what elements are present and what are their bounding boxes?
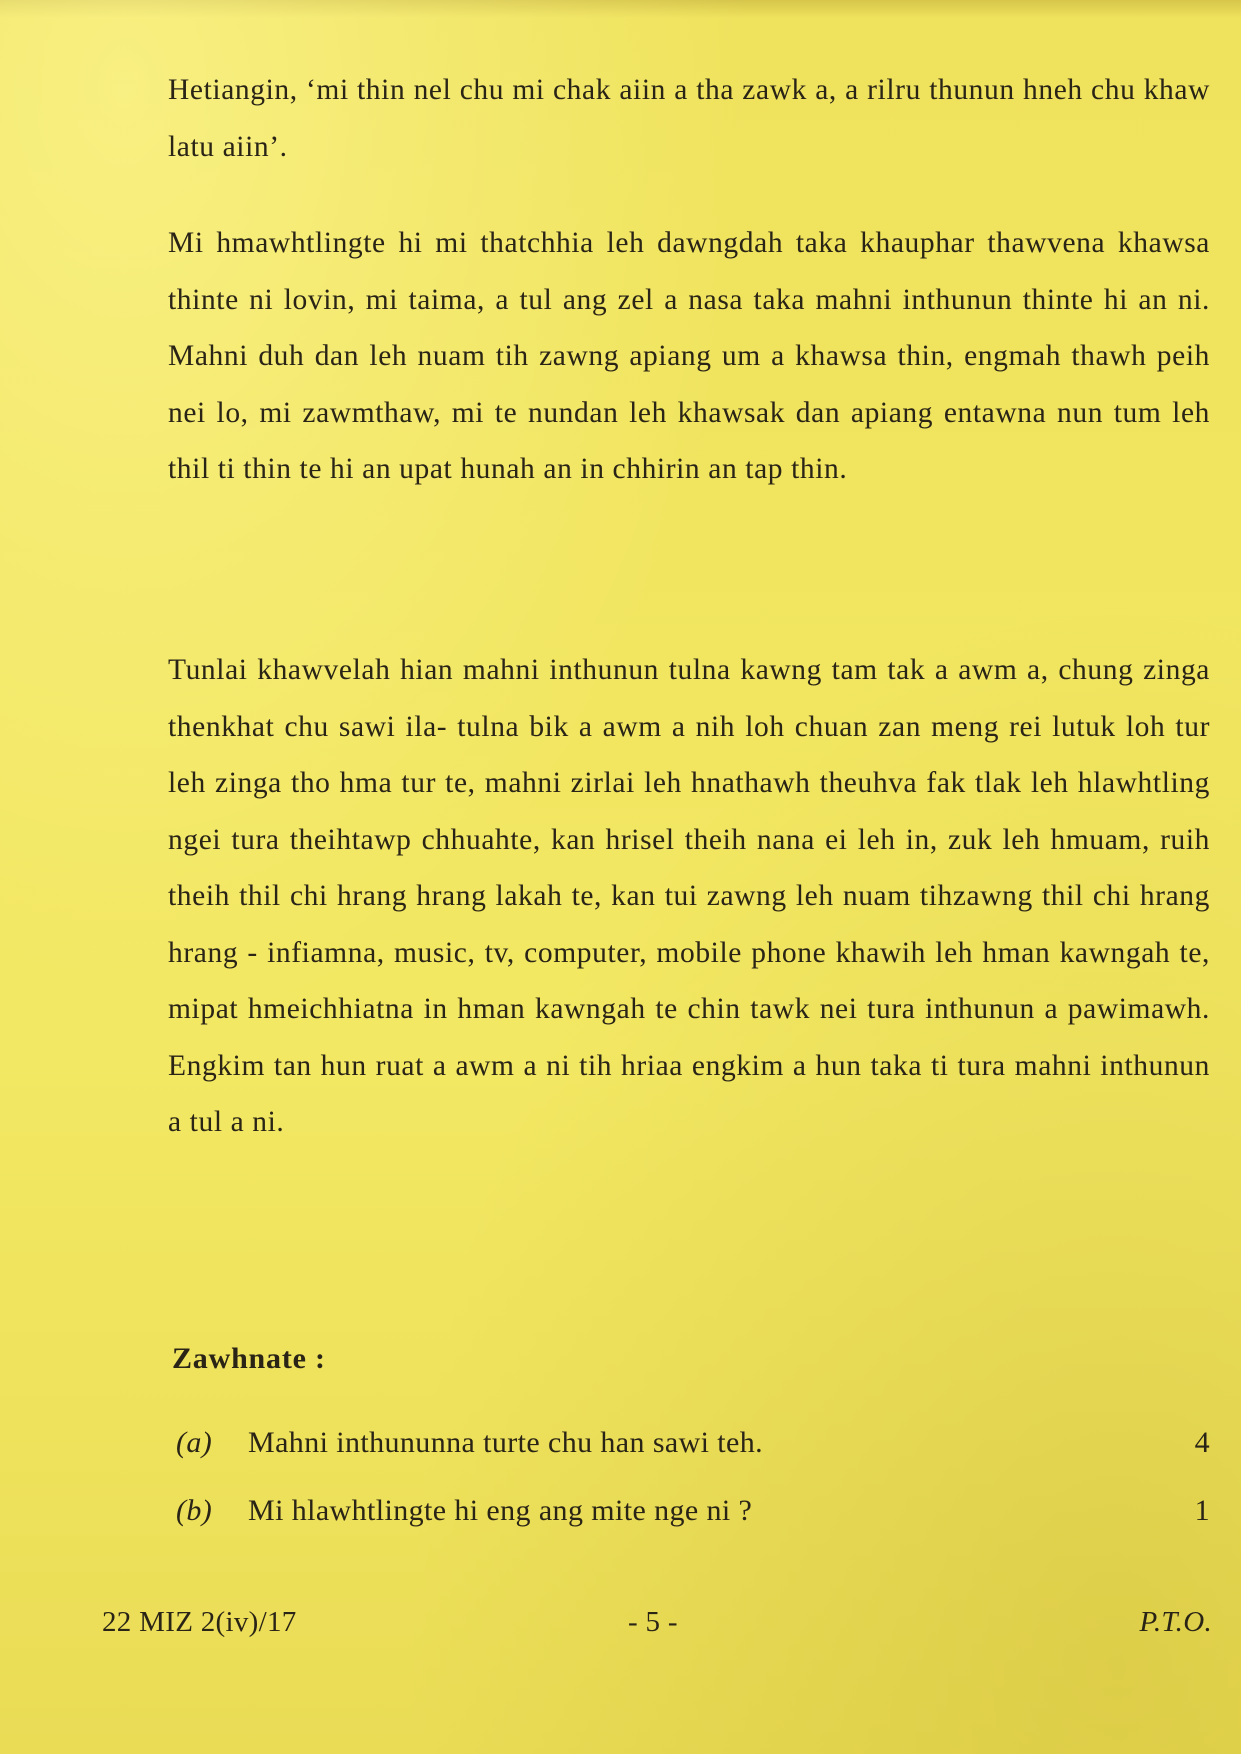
- please-turn-over: P.T.O.: [1139, 1606, 1212, 1638]
- passage-paragraph-2: Mi hmawhtlingte hi mi thatchhia leh dawngdah taka khauphar thawvena khawsa thinte ni lovin, mi taima, a tul ang zel a nasa taka mahni inthunun thinte hi an ni. Mahni duh dan leh nuam tih zawng apiang um a khawsa thin, engmah thawh peih nei lo, mi zawmthaw, mi te nundan leh khawsak dan apiang entawna nun tum leh thil ti thin te hi an upat hunah an in chhirin an tap thin.: [168, 227, 1210, 485]
- question-label: (a): [176, 1426, 213, 1459]
- question-a: [176, 1426, 1210, 1470]
- question-marks: 1: [1194, 1494, 1210, 1527]
- page-number: - 5 -: [628, 1606, 678, 1638]
- passage-paragraph-3: Tunlai khawvelah hian mahni inthunun tulna kawng tam tak a awm a, chung zinga thenkhat chu sawi ila- tulna bik a awm a nih loh chuan zan meng rei lutuk loh tur leh zinga tho hma tur te, mahni zirlai leh hnathawh theuhva fak tlak leh hlawhtling ngei tura theihtawp chhuahte, kan hrisel theih nana ei leh in, zuk leh hmuam, ruih theih thil chi hrang hrang lakah te, kan tui zawng leh nuam tihzawng thil chi hrang hrang - infiamna, music, tv, computer, mobile phone khawih leh hman kawngah te, mipat hmeichhiatna in hman kawngah te chin tawk nei tura inthunun a pawimawh. Engkim tan hun ruat a awm a ni tih hriaa engkim a hun taka ti tura mahni inthunun a tul a ni.: [168, 654, 1210, 1138]
- question-text: Mi hlawhtlingte hi eng ang mite nge ni ?: [248, 1494, 753, 1527]
- questions-heading: Zawhnate :: [172, 1342, 326, 1375]
- paper-code: 22 MIZ 2(iv)/17: [102, 1606, 297, 1638]
- question-b: [176, 1494, 1210, 1538]
- question-marks: 4: [1194, 1426, 1210, 1459]
- passage-paragraph-1: Hetiangin, ‘mi thin nel chu mi chak aiin a tha zawk a, a rilru thunun hneh chu khaw latu aiin’.: [168, 74, 1210, 163]
- question-text: Mahni inthununna turte chu han sawi teh.: [248, 1426, 764, 1459]
- question-label: (b): [176, 1494, 213, 1527]
